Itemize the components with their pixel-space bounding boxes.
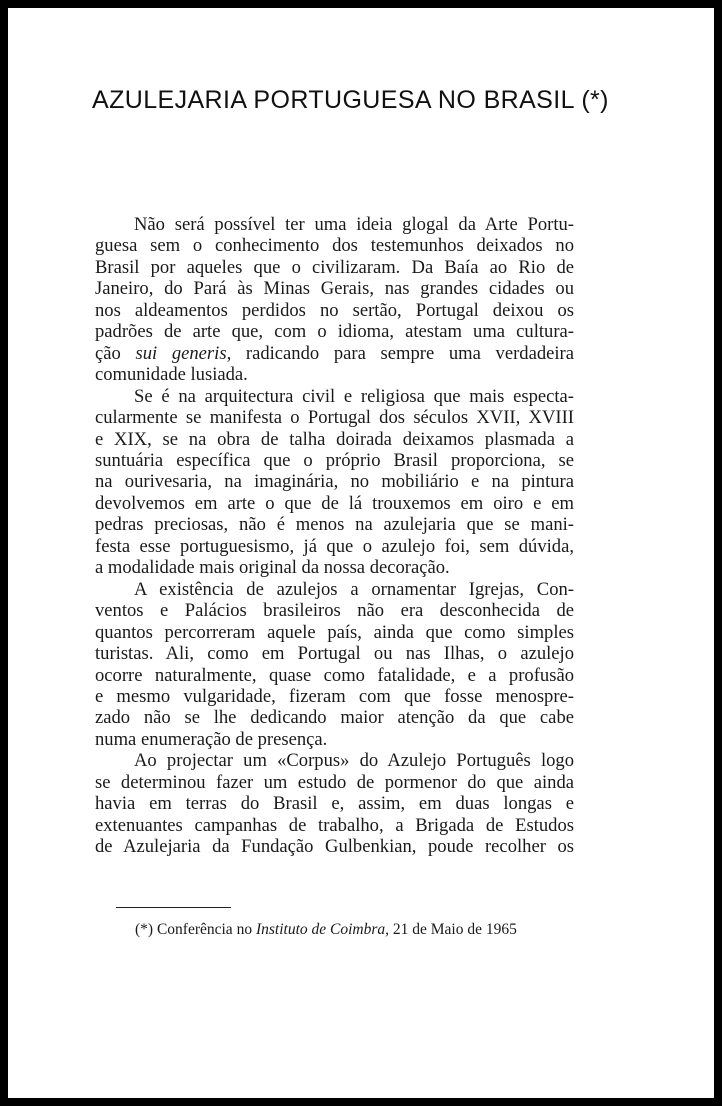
text-line: de Azulejaria da Fundação Gulbenkian, poude recolher os (95, 836, 574, 858)
text-line: devolvemos em arte o que de lá trouxemos em oiro e em (95, 492, 574, 514)
text-line: zado não se lhe dedicando maior atenção da que cabe (95, 707, 574, 729)
text-line: na ourivesaria, na imaginária, no mobiliário e na pintura (95, 471, 574, 493)
text-line: turistas. Ali, como em Portugal ou nas Ilhas, o azulejo (95, 643, 574, 665)
text-line: guesa sem o conhecimento dos testemunhos deixados no (95, 235, 574, 257)
paragraph-1 (95, 214, 574, 386)
text-line: A existência de azulejos a ornamentar Igrejas, Con- (134, 578, 574, 600)
text-line: nos aldeamentos perdidos no sertão, Portugal deixou os (95, 299, 574, 321)
text-line: padrões de arte que, com o idioma, atestam uma cultura- (95, 321, 574, 343)
text-line: pedras preciosas, não é menos na azulejaria que se mani- (95, 514, 574, 536)
text-line: Janeiro, do Pará às Minas Gerais, nas grandes cidades ou (95, 278, 574, 300)
text-line: comunidade lusiada. (95, 364, 248, 386)
footnote-separator (116, 907, 231, 908)
text-fragment: ção (95, 342, 136, 364)
footnote-marker: (*) (135, 921, 154, 938)
text-line: ocorre naturalmente, quase como fatalidade, e a profusão (95, 664, 574, 686)
article-body (95, 214, 574, 858)
text-line: se determinou fazer um estudo de pormenor do que ainda (95, 771, 574, 793)
text-line: e XIX, se na obra de talha doirada deixamos plasmada a (95, 428, 574, 450)
text-line: havia em terras do Brasil e, assim, em duas longas e (95, 793, 574, 815)
text-line: e mesmo vulgaridade, fizeram com que fosse menospre- (95, 685, 574, 707)
paragraph-2 (95, 386, 574, 579)
paragraph-3 (95, 579, 574, 751)
text-line: suntuária específica que o próprio Brasil proporciona, se (95, 449, 574, 471)
text-line: a modalidade mais original da nossa decoração. (95, 557, 450, 579)
text-fragment: radicando para sempre uma verdadeira (231, 342, 574, 364)
page (8, 8, 714, 1098)
footnote (135, 921, 517, 939)
text-line: extenuantes campanhas de trabalho, a Brigada de Estudos (95, 814, 574, 836)
text-line: Brasil por aqueles que o civilizaram. Da Baía ao Rio de (95, 256, 574, 278)
text-line: Não será possível ter uma ideia glogal da Arte Portu- (134, 214, 574, 235)
text-line: ventos e Palácios brasileiros não era desconhecida de (95, 600, 574, 622)
paragraph-4 (95, 750, 574, 857)
italic-phrase: sui generis, (135, 342, 232, 364)
footnote-text: Conferência no (156, 921, 253, 938)
article-title: AZULEJARIA PORTUGUESA NO BRASIL (*) (92, 86, 609, 114)
text-line: Se é na arquitectura civil e religiosa que mais especta- (134, 385, 574, 407)
text-line: Ao projectar um «Corpus» do Azulejo Português logo (134, 750, 574, 772)
text-line: quantos percorreram aquele país, ainda que como simples (95, 621, 574, 643)
text-line-mixed (95, 343, 574, 364)
text-line: festa esse portuguesismo, já que o azulejo foi, sem dúvida, (95, 535, 574, 557)
footnote-italic: Instituto de Coimbra, (255, 921, 389, 938)
footnote-date: 21 de Maio de 1965 (392, 921, 517, 938)
text-line: numa enumeração de presença. (95, 728, 328, 750)
text-line: cularmente se manifesta o Portugal dos séculos XVII, XVIII (95, 407, 574, 429)
